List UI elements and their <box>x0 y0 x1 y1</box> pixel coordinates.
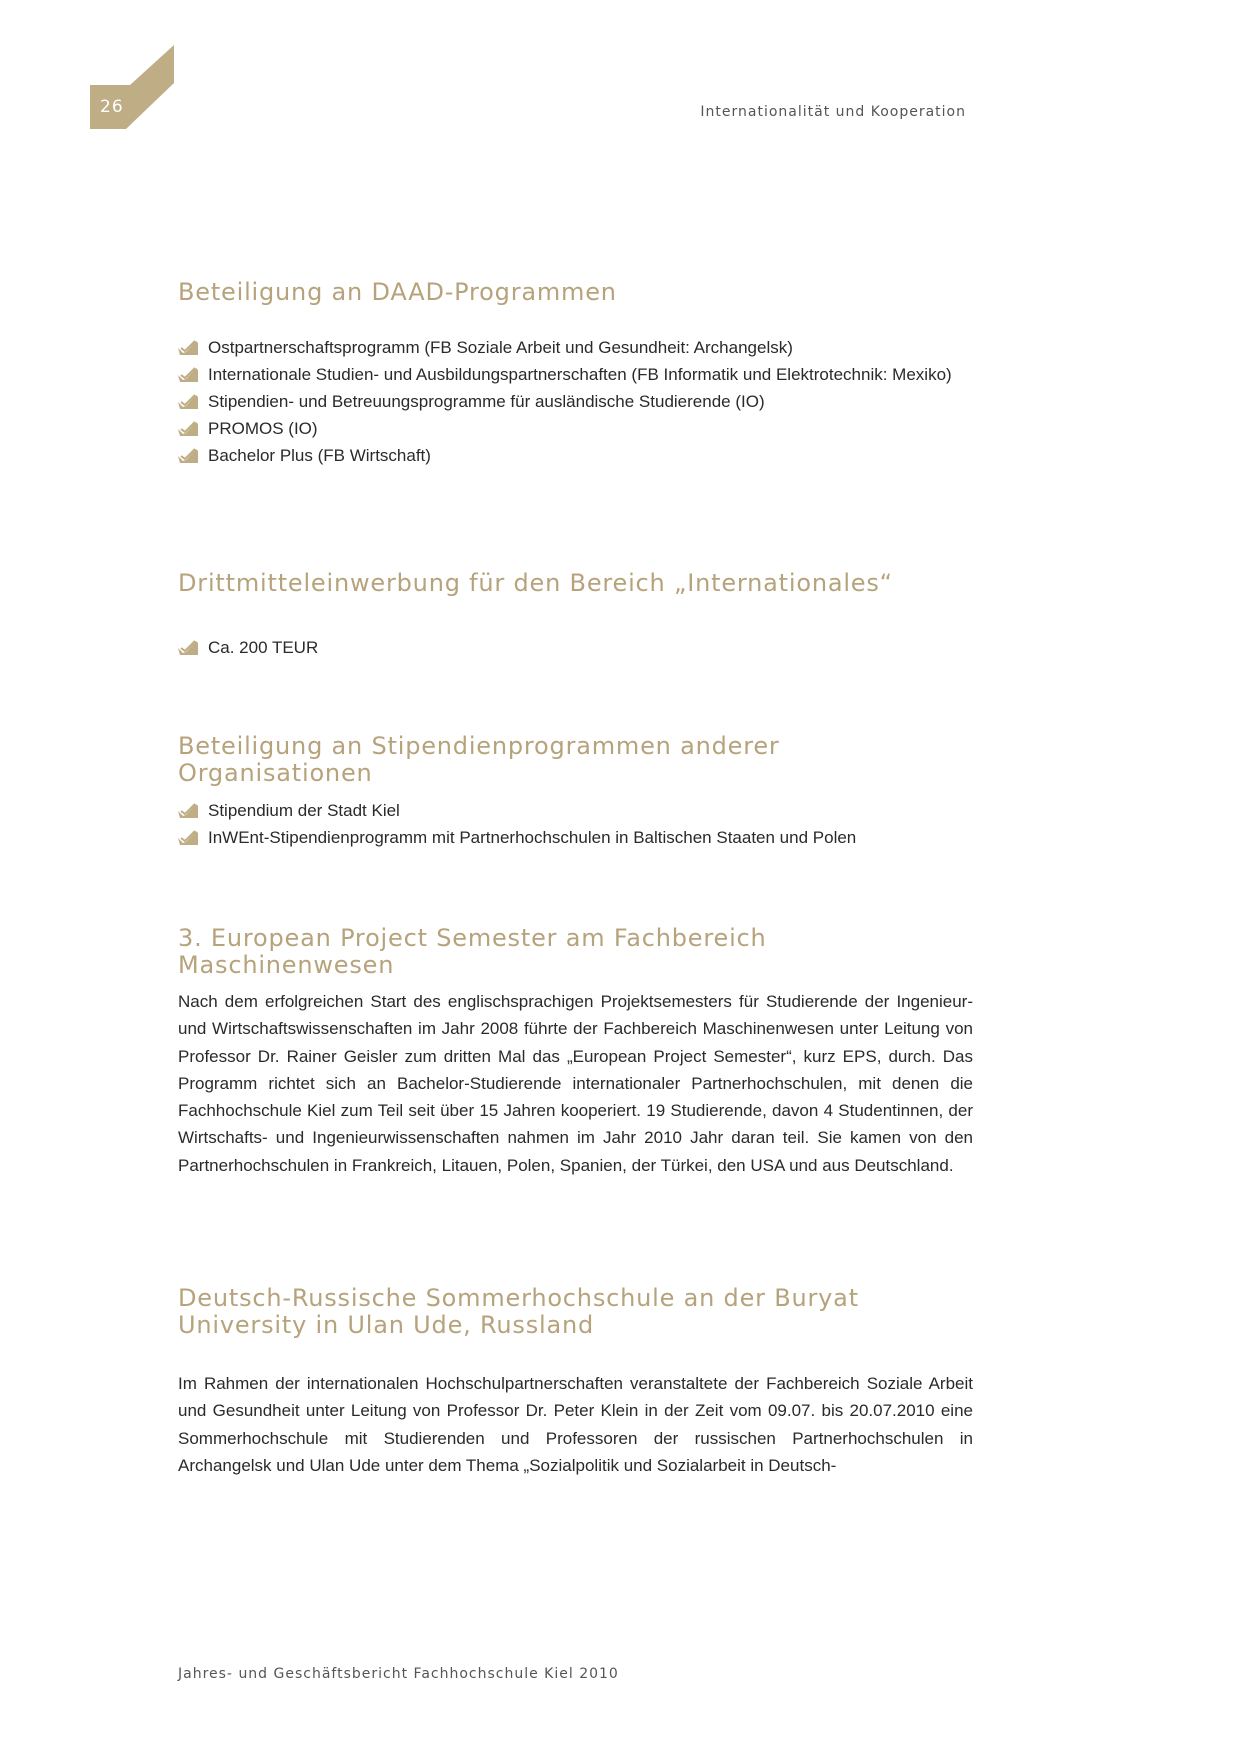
list-item <box>178 361 973 388</box>
section-heading-sommerhochschule: Deutsch-Russische Sommerhochschule an der Buryat University in Ulan Ude, Russland <box>178 1284 859 1339</box>
list-item-text: PROMOS (IO) <box>208 419 318 438</box>
bullet-list-stipendien <box>178 797 973 851</box>
bullet-list-drittmittel <box>178 634 973 661</box>
list-item-text: Stipendium der Stadt Kiel <box>208 801 400 820</box>
check-arrow-icon <box>178 339 198 355</box>
list-item <box>178 824 973 851</box>
list-item <box>178 415 973 442</box>
list-item-text: Ostpartnerschaftsprogramm (FB Soziale Arbeit und Gesundheit: Archangelsk) <box>208 338 793 357</box>
section-heading-drittmittel: Drittmitteleinwerbung für den Bereich „Internationales“ <box>178 569 893 597</box>
list-item-text: InWEnt-Stipendienprogramm mit Partnerhochschulen in Baltischen Staaten und Polen <box>208 828 857 847</box>
list-item <box>178 634 973 661</box>
check-arrow-icon <box>178 802 198 818</box>
section-heading-stipendien: Beteiligung an Stipendienprogrammen anderer Organisationen <box>178 732 780 787</box>
list-item <box>178 388 973 415</box>
check-arrow-icon <box>178 639 198 655</box>
check-arrow-icon <box>178 393 198 409</box>
check-arrow-icon <box>178 366 198 382</box>
section-heading-eps: 3. European Project Semester am Fachbereich Maschinenwesen <box>178 924 767 979</box>
running-head: Internationalität und Kooperation <box>700 104 966 120</box>
list-item-text: Bachelor Plus (FB Wirtschaft) <box>208 446 431 465</box>
page-footer: Jahres- und Geschäftsbericht Fachhochschule Kiel 2010 <box>178 1666 619 1682</box>
check-arrow-icon <box>178 447 198 463</box>
section-heading-daad: Beteiligung an DAAD-Programmen <box>178 278 617 306</box>
paragraph-sommerhochschule: Im Rahmen der internationalen Hochschulpartnerschaften veranstaltete der Fachbereich Soziale Arbeit und Gesundheit unter Leitung von Professor Dr. Peter Klein in der Zeit vom 09.07. bis 20.07.2010 eine Sommerhochschule mit Studierenden und Professoren der russischen Partnerhochschulen in Archangelsk und Ulan Ude unter dem Thema „Sozialpolitik und Sozialarbeit in Deutsch- <box>178 1374 973 1475</box>
list-item <box>178 797 973 824</box>
list-item-text: Ca. 200 TEUR <box>208 638 319 657</box>
check-arrow-icon <box>178 829 198 845</box>
page-number: 26 <box>100 97 124 117</box>
list-item <box>178 334 973 361</box>
list-item-text: Stipendien- und Betreuungsprogramme für ausländische Studierende (IO) <box>208 392 765 411</box>
list-item <box>178 442 973 469</box>
bullet-list-daad <box>178 334 973 469</box>
paragraph-eps: Nach dem erfolgreichen Start des englischsprachigen Projektsemesters für Studierende der Ingenieur- und Wirtschaftswissenschaften im Jahr 2008 führte der Fachbereich Maschinenwesen unter Leitung von Professor Dr. Rainer Geisler zum dritten Mal das „European Project Semester“, kurz EPS, durch. Das Programm richtet sich an Bachelor-Studierende internationaler Partnerhochschulen, mit denen die Fachhochschule Kiel zum Teil seit über 15 Jahren kooperiert. 19 Studierende, davon 4 Studentinnen, der Wirtschafts- und Ingenieurwissenschaften nahmen im Jahr 2010 Jahr daran teil. Sie kamen von den Partnerhochschulen in Frankreich, Litauen, Polen, Spanien, der Türkei, den USA und aus Deutschland. <box>178 992 973 1175</box>
check-arrow-icon <box>178 420 198 436</box>
list-item-text: Internationale Studien- und Ausbildungspartnerschaften (FB Informatik und Elektrotechnik: Mexiko) <box>208 365 952 384</box>
